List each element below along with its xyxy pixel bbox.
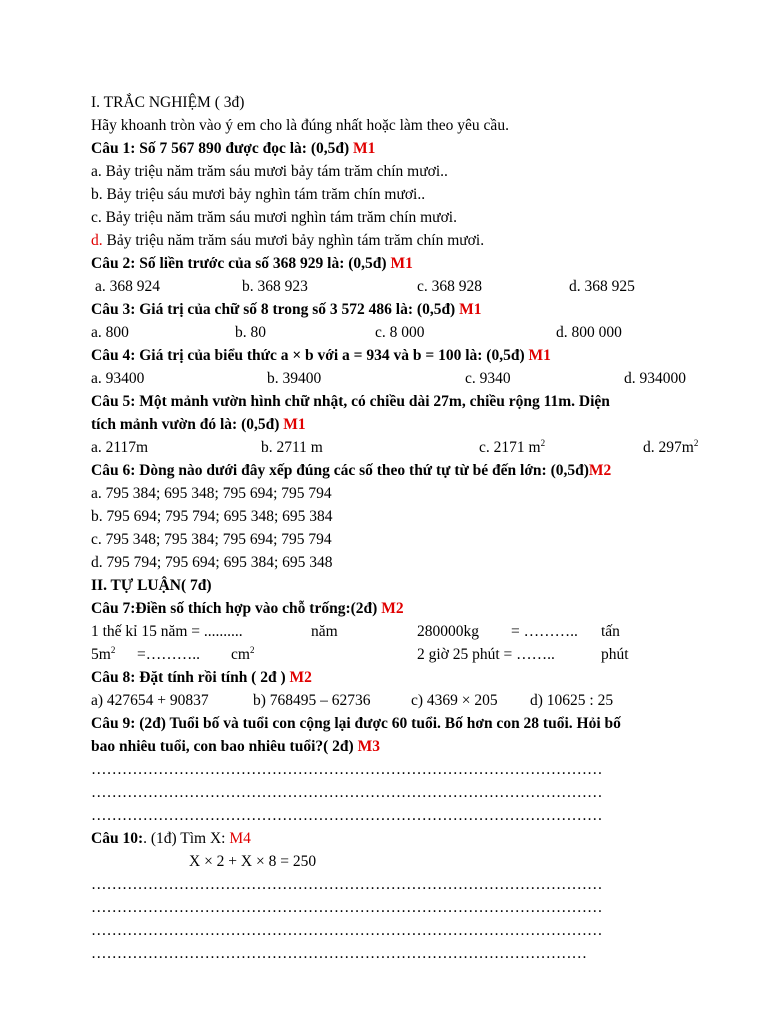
level-badge: M2	[588, 462, 612, 479]
q6-option-a: a. 795 384; 695 348; 795 694; 795 794	[91, 485, 332, 502]
q8-item-b: b) 768495 – 62736	[253, 692, 371, 709]
answer-line[interactable]: ……………………………………………………………………………………	[91, 945, 587, 962]
question-2: Câu 2: Số liền trước của số 368 929 là: (0,5đ) M1	[91, 255, 413, 272]
question-6: Câu 6: Dòng nào dưới đây xếp đúng các số theo thứ tự từ bé đến lớn: (0,5đ)M2	[91, 462, 612, 479]
answer-line[interactable]: ………………………………………………………………………………………	[91, 899, 603, 916]
q4-option-d: d. 934000	[624, 370, 686, 387]
level-badge: M1	[459, 301, 482, 318]
q7-row-2: $5m^2$ =……….. $cm^2$ 2 giờ 25 phút = …….. phút	[91, 645, 629, 663]
q4-option-c: c. 9340	[465, 370, 511, 387]
q4-option-b: b. 39400	[267, 370, 322, 387]
q2-option-c: c. 368 928	[417, 278, 483, 295]
q8-item-d: d) 10625 : 25	[530, 692, 614, 709]
answer-marker: d.	[91, 232, 103, 249]
q5-options	[91, 436, 721, 459]
answer-line[interactable]: ………………………………………………………………………………………	[91, 876, 603, 893]
question-5: Câu 5: Một mảnh vườn hình chữ nhật, có chiều dài 27m, chiều rộng 11m. Diện	[91, 393, 610, 410]
level-badge: M2	[381, 600, 404, 617]
level-badge: M1	[353, 140, 376, 157]
q2-option-b: b. 368 923	[242, 278, 308, 295]
q6-option-d: d. 795 794; 795 694; 695 384; 695 348	[91, 554, 333, 571]
q5-option-a: a. 2117m	[91, 439, 149, 456]
question-1-text: Câu 1: Số 7 567 890 được đọc là: (0,5đ)	[91, 140, 354, 157]
q1-option-a: a. Bảy triệu năm trăm sáu mươi bảy tám trăm chín mươi..	[91, 163, 448, 180]
answer-line[interactable]: ………………………………………………………………………………………	[91, 922, 603, 939]
answer-line[interactable]: ………………………………………………………………………………………	[91, 807, 603, 824]
level-badge: M3	[357, 738, 380, 755]
q2-options	[91, 275, 721, 298]
question-9: Câu 9: (2đ) Tuổi bố và tuổi con cộng lại được 60 tuổi. Bố hơn con 28 tuổi. Hỏi bố	[91, 715, 621, 732]
level-badge: M1	[528, 347, 551, 364]
q8-item-c: c) 4369 × 205	[411, 692, 498, 709]
level-badge: M4	[229, 830, 251, 847]
question-9-cont: bao nhiêu tuổi, con bao nhiêu tuổi?( 2đ) M3	[91, 738, 380, 755]
q3-option-a: a. 800	[91, 324, 129, 341]
level-badge: M2	[289, 669, 312, 686]
question-10: Câu 10:. (1đ) Tìm X: M4	[91, 830, 251, 847]
question-3: Câu 3: Giá trị của chữ số 8 trong số 3 572 486 là: (0,5đ) M1	[91, 301, 482, 318]
q5-option-b: b. 2711 m	[261, 439, 323, 456]
level-badge: M1	[390, 255, 413, 272]
answer-line[interactable]: ………………………………………………………………………………………	[91, 761, 603, 778]
instruction: Hãy khoanh tròn vào ý em cho là đúng nhất hoặc làm theo yêu cầu.	[91, 117, 509, 134]
q1-option-c: c. Bảy triệu năm trăm sáu mươi nghìn tám trăm chín mươi.	[91, 209, 457, 226]
question-4: Câu 4: Giá trị của biểu thức a × b với a = 934 và b = 100 là: (0,5đ) M1	[91, 347, 551, 364]
q5-option-d: d. $297m^2$	[643, 438, 699, 456]
exam-page	[91, 91, 721, 965]
q6-option-c: c. 795 348; 795 384; 795 694; 795 794	[91, 531, 332, 548]
q4-options	[91, 367, 721, 390]
q3-options	[91, 321, 721, 344]
q3-option-b: b. 80	[235, 324, 266, 341]
q10-equation: X × 2 + X × 8 = 250	[189, 853, 317, 870]
q2-option-d: d. 368 925	[569, 278, 635, 295]
part2-title: II. TỰ LUẬN( 7đ)	[91, 577, 212, 594]
answer-line[interactable]: ………………………………………………………………………………………	[91, 784, 603, 801]
q1-option-b: b. Bảy triệu sáu mươi bảy nghìn tám trăm chín mươi..	[91, 186, 426, 203]
q8-items	[91, 689, 721, 712]
q5-option-c: c. 2171 $m^2$	[479, 438, 546, 456]
part1-title: I. TRẮC NGHIỆM ( 3đ)	[91, 94, 245, 111]
question-7: Câu 7:Điền số thích hợp vào chỗ trống:(2đ) M2	[91, 600, 404, 617]
question-5-cont: tích mảnh vườn đó là: (0,5đ) M1	[91, 416, 306, 433]
question-1	[91, 137, 721, 160]
q1-option-d: d. Bảy triệu năm trăm sáu mươi bảy nghìn tám trăm chín mươi.	[91, 232, 485, 249]
level-badge: M1	[283, 416, 306, 433]
q7-row-1: 1 thế kỉ 15 năm = .......... năm 280000kg = ……….. tấn	[91, 623, 620, 640]
q2-option-a: a. 368 924	[95, 278, 161, 295]
q3-option-d: d. 800 000	[556, 324, 622, 341]
question-8: Câu 8: Đặt tính rồi tính ( 2đ ) M2	[91, 669, 312, 686]
q8-item-a: a) 427654 + 90837	[91, 692, 209, 709]
q6-option-b: b. 795 694; 795 794; 695 348; 695 384	[91, 508, 333, 525]
q4-option-a: a. 93400	[91, 370, 145, 387]
q3-option-c: c. 8 000	[375, 324, 425, 341]
